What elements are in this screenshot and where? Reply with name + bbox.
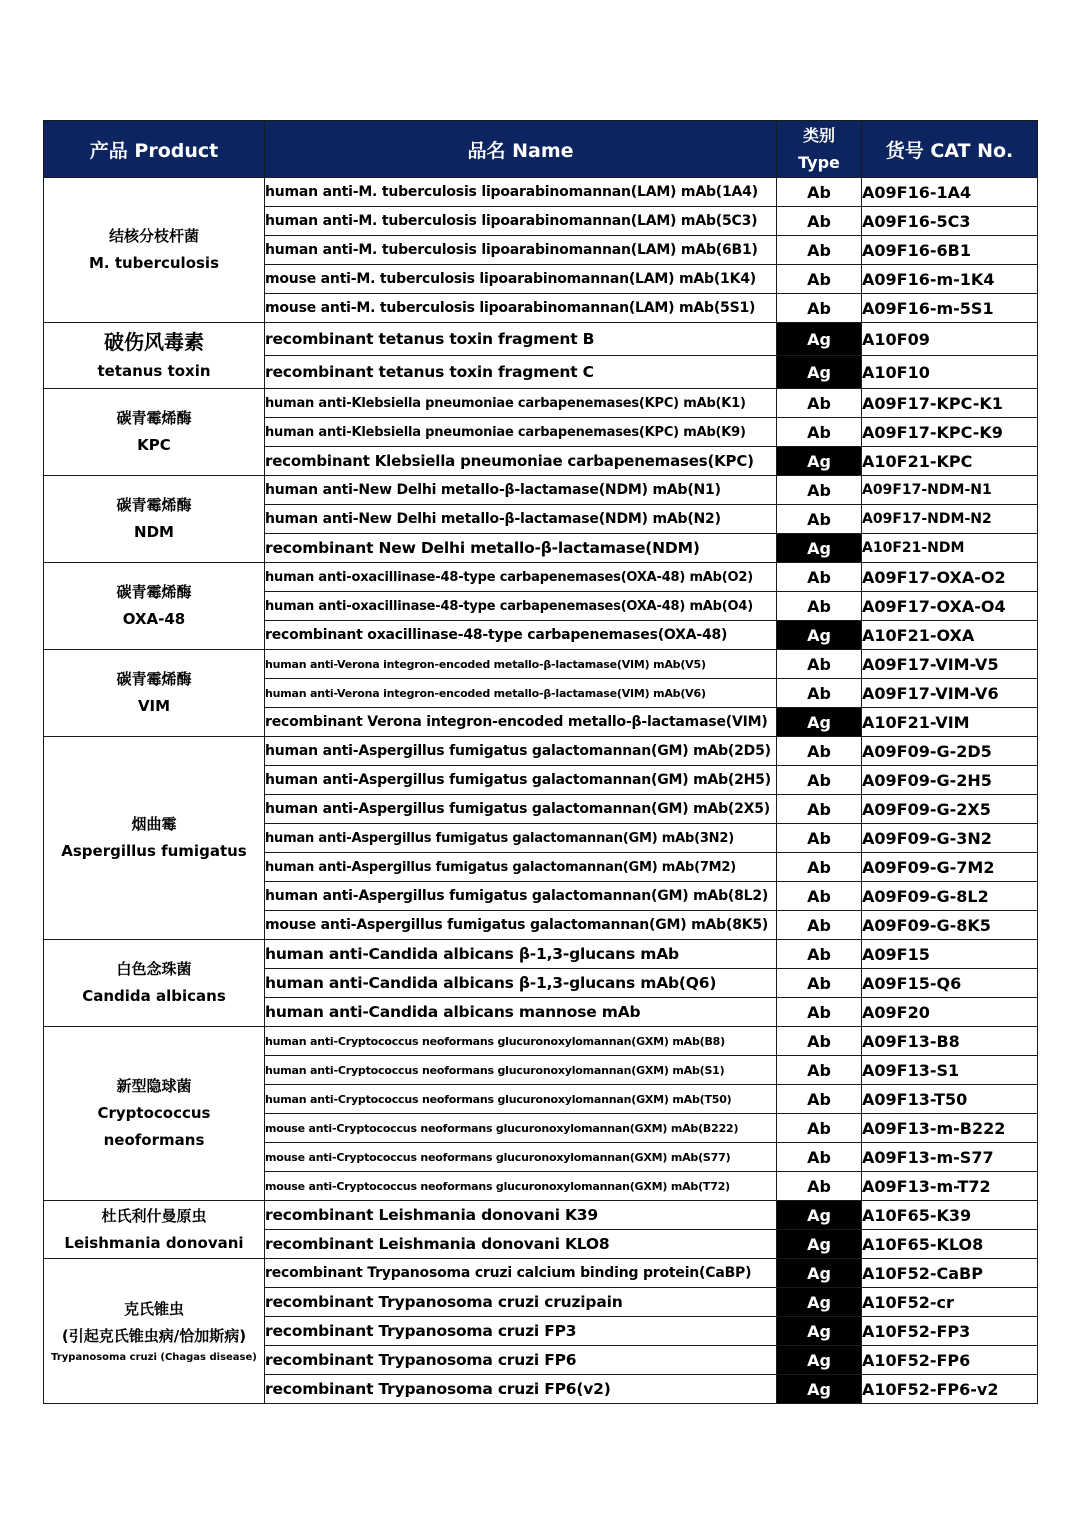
type-cell: Ab: [777, 824, 862, 853]
product-name: human anti-M. tuberculosis lipoarabinomannan(LAM) mAb(6B1): [265, 236, 777, 265]
product-name: mouse anti-Aspergillus fumigatus galactomannan(GM) mAb(8K5): [265, 911, 777, 940]
product-name: human anti-Aspergillus fumigatus galactomannan(GM) mAb(2H5): [265, 766, 777, 795]
table-row: [44, 737, 1038, 766]
type-cell: Ag: [777, 1346, 862, 1375]
table-row: [44, 650, 1038, 679]
product-cn: 碳青霉烯酶: [116, 496, 192, 514]
product-name: human anti-New Delhi metallo-β-lactamase(NDM) mAb(N2): [265, 505, 777, 534]
product-name: human anti-Candida albicans mannose mAb: [265, 998, 777, 1027]
type-cell: Ab: [777, 1027, 862, 1056]
header-product: 产品 Product: [44, 121, 265, 178]
product-name: mouse anti-M. tuberculosis lipoarabinomannan(LAM) mAb(5S1): [265, 294, 777, 323]
product-name: human anti-Klebsiella pneumoniae carbapenemases(KPC) mAb(K9): [265, 418, 777, 447]
cat-number: A09F09-G-7M2: [862, 853, 1038, 882]
product-cn-line2: (引起克氏锥虫病/恰加斯病): [61, 1327, 247, 1345]
product-cell: [44, 563, 265, 650]
product-name: recombinant New Delhi metallo-β-lactamase(NDM): [265, 534, 777, 563]
product-name: human anti-Aspergillus fumigatus galactomannan(GM) mAb(3N2): [265, 824, 777, 853]
product-catalog-table: [43, 120, 1038, 1404]
product-name: mouse anti-M. tuberculosis lipoarabinomannan(LAM) mAb(1K4): [265, 265, 777, 294]
cat-number: A09F16-m-1K4: [862, 265, 1038, 294]
product-name: human anti-M. tuberculosis lipoarabinomannan(LAM) mAb(5C3): [265, 207, 777, 236]
type-cell: Ab: [777, 178, 862, 207]
cat-number: A09F09-G-3N2: [862, 824, 1038, 853]
product-cell: [44, 389, 265, 476]
type-cell: Ab: [777, 1085, 862, 1114]
product-en: Trypanosoma cruzi (Chagas disease): [51, 1352, 257, 1363]
cat-number: A09F16-6B1: [862, 236, 1038, 265]
cat-number: A10F52-cr: [862, 1288, 1038, 1317]
cat-number: A09F16-5C3: [862, 207, 1038, 236]
cat-number: A10F52-FP6: [862, 1346, 1038, 1375]
type-cell: Ab: [777, 236, 862, 265]
cat-number: A09F13-B8: [862, 1027, 1038, 1056]
type-cell: Ab: [777, 505, 862, 534]
product-cn: 碳青霉烯酶: [116, 409, 192, 427]
cat-number: A10F65-KLO8: [862, 1230, 1038, 1259]
cat-number: A09F13-m-S77: [862, 1143, 1038, 1172]
type-cell: Ab: [777, 882, 862, 911]
product-name: recombinant tetanus toxin fragment B: [265, 323, 777, 356]
cat-number: A10F52-CaBP: [862, 1259, 1038, 1288]
product-name: human anti-Aspergillus fumigatus galactomannan(GM) mAb(8L2): [265, 882, 777, 911]
cat-number: A10F09: [862, 323, 1038, 356]
type-cell: Ab: [777, 853, 862, 882]
table-row: [44, 1027, 1038, 1056]
cat-number: A09F17-NDM-N1: [862, 476, 1038, 505]
table-row: [44, 476, 1038, 505]
cat-number: A09F17-KPC-K9: [862, 418, 1038, 447]
cat-number: A09F16-1A4: [862, 178, 1038, 207]
product-en: NDM: [134, 523, 174, 541]
product-name: human anti-Aspergillus fumigatus galactomannan(GM) mAb(2D5): [265, 737, 777, 766]
type-cell: Ag: [777, 323, 862, 356]
product-cn: 白色念珠菌: [116, 960, 192, 978]
product-name: human anti-New Delhi metallo-β-lactamase(NDM) mAb(N1): [265, 476, 777, 505]
product-en: VIM: [137, 697, 171, 715]
product-name: human anti-Aspergillus fumigatus galactomannan(GM) mAb(2X5): [265, 795, 777, 824]
cat-number: A09F15: [862, 940, 1038, 969]
product-name: human anti-Cryptococcus neoformans glucuronoxylomannan(GXM) mAb(B8): [265, 1027, 777, 1056]
header-cat: 货号 CAT No.: [862, 121, 1038, 178]
product-name: mouse anti-Cryptococcus neoformans glucuronoxylomannan(GXM) mAb(T72): [265, 1172, 777, 1201]
product-en: Aspergillus fumigatus: [61, 842, 247, 860]
product-en: Leishmania donovani: [64, 1233, 244, 1252]
product-name: recombinant Trypanosoma cruzi FP6: [265, 1346, 777, 1375]
product-name: recombinant Klebsiella pneumoniae carbapenemases(KPC): [265, 447, 777, 476]
type-cell: Ag: [777, 1259, 862, 1288]
product-name: recombinant tetanus toxin fragment C: [265, 356, 777, 389]
cat-number: A09F17-VIM-V6: [862, 679, 1038, 708]
cat-number: A10F21-NDM: [862, 534, 1038, 563]
product-name: human anti-Aspergillus fumigatus galactomannan(GM) mAb(7M2): [265, 853, 777, 882]
type-cell: Ab: [777, 969, 862, 998]
type-cell: Ag: [777, 356, 862, 389]
product-en: tetanus toxin: [97, 362, 211, 380]
header-type: [777, 121, 862, 178]
type-cell: Ab: [777, 1114, 862, 1143]
product-cn: 破伤风毒素: [104, 330, 204, 354]
type-cell: Ab: [777, 207, 862, 236]
type-cell: Ag: [777, 534, 862, 563]
cat-number: A09F13-m-T72: [862, 1172, 1038, 1201]
product-cell: [44, 323, 265, 389]
product-name: recombinant Verona integron-encoded metallo-β-lactamase(VIM): [265, 708, 777, 737]
cat-number: A09F17-KPC-K1: [862, 389, 1038, 418]
type-cell: Ag: [777, 1375, 862, 1404]
type-cell: Ab: [777, 1056, 862, 1085]
cat-number: A09F13-S1: [862, 1056, 1038, 1085]
product-cn: 碳青霉烯酶: [116, 670, 192, 688]
table-header-row: [44, 121, 1038, 178]
product-name: human anti-Cryptococcus neoformans glucuronoxylomannan(GXM) mAb(S1): [265, 1056, 777, 1085]
cat-number: A09F15-Q6: [862, 969, 1038, 998]
product-name: recombinant oxacillinase-48-type carbapenemases(OXA-48): [265, 621, 777, 650]
header-type-en: Type: [798, 153, 840, 172]
table-row: [44, 940, 1038, 969]
type-cell: Ag: [777, 621, 862, 650]
type-cell: Ab: [777, 418, 862, 447]
product-name: recombinant Trypanosoma cruzi cruzipain: [265, 1288, 777, 1317]
type-cell: Ag: [777, 708, 862, 737]
type-cell: Ab: [777, 940, 862, 969]
product-name: human anti-Candida albicans β-1,3-glucans mAb(Q6): [265, 969, 777, 998]
type-cell: Ab: [777, 1172, 862, 1201]
cat-number: A10F52-FP3: [862, 1317, 1038, 1346]
table-row: [44, 178, 1038, 207]
table-row: [44, 1259, 1038, 1288]
product-name: recombinant Trypanosoma cruzi calcium binding protein(CaBP): [265, 1259, 777, 1288]
type-cell: Ab: [777, 998, 862, 1027]
type-cell: Ab: [777, 294, 862, 323]
type-cell: Ab: [777, 766, 862, 795]
cat-number: A09F13-T50: [862, 1085, 1038, 1114]
type-cell: Ag: [777, 447, 862, 476]
product-cell: [44, 1027, 265, 1201]
type-cell: Ag: [777, 1201, 862, 1230]
product-name: recombinant Leishmania donovani K39: [265, 1201, 777, 1230]
product-cell: [44, 737, 265, 940]
type-cell: Ag: [777, 1230, 862, 1259]
product-cn: 新型隐球菌: [116, 1077, 192, 1095]
cat-number: A10F10: [862, 356, 1038, 389]
product-en: Candida albicans: [82, 987, 226, 1005]
product-cn: 烟曲霉: [131, 815, 177, 833]
type-cell: Ab: [777, 679, 862, 708]
product-name: mouse anti-Cryptococcus neoformans glucuronoxylomannan(GXM) mAb(S77): [265, 1143, 777, 1172]
type-cell: Ag: [777, 1317, 862, 1346]
product-name: human anti-Verona integron-encoded metallo-β-lactamase(VIM) mAb(V5): [265, 650, 777, 679]
product-en: M. tuberculosis: [88, 254, 220, 272]
product-cn: 杜氏利什曼原虫: [101, 1206, 207, 1225]
cat-number: A09F09-G-2H5: [862, 766, 1038, 795]
type-cell: Ab: [777, 650, 862, 679]
product-en: OXA-48: [122, 610, 186, 628]
product-cn: 碳青霉烯酶: [116, 583, 192, 601]
cat-number: A10F52-FP6-v2: [862, 1375, 1038, 1404]
cat-number: A09F20: [862, 998, 1038, 1027]
product-en-line2: neoformans: [103, 1131, 205, 1149]
product-name: human anti-Verona integron-encoded metallo-β-lactamase(VIM) mAb(V6): [265, 679, 777, 708]
type-cell: Ab: [777, 389, 862, 418]
cat-number: A09F09-G-2D5: [862, 737, 1038, 766]
cat-number: A09F16-m-5S1: [862, 294, 1038, 323]
table-row: [44, 563, 1038, 592]
header-type-cn: 类别: [802, 126, 835, 145]
product-cn: 结核分枝杆菌: [108, 227, 199, 245]
cat-number: A09F13-m-B222: [862, 1114, 1038, 1143]
table-row: [44, 323, 1038, 356]
product-en: KPC: [137, 436, 171, 454]
cat-number: A10F21-OXA: [862, 621, 1038, 650]
product-cell: [44, 650, 265, 737]
cat-number: A09F09-G-2X5: [862, 795, 1038, 824]
product-name: human anti-M. tuberculosis lipoarabinomannan(LAM) mAb(1A4): [265, 178, 777, 207]
type-cell: Ab: [777, 1143, 862, 1172]
type-cell: Ab: [777, 592, 862, 621]
cat-number: A09F17-VIM-V5: [862, 650, 1038, 679]
type-cell: Ab: [777, 476, 862, 505]
cat-number: A09F09-G-8L2: [862, 882, 1038, 911]
type-cell: Ab: [777, 737, 862, 766]
product-en: Cryptococcus: [97, 1104, 211, 1122]
table-row: [44, 1201, 1038, 1230]
product-name: human anti-oxacillinase-48-type carbapenemases(OXA-48) mAb(O2): [265, 563, 777, 592]
cat-number: A09F17-OXA-O2: [862, 563, 1038, 592]
type-cell: Ab: [777, 911, 862, 940]
type-cell: Ab: [777, 563, 862, 592]
product-name: recombinant Leishmania donovani KLO8: [265, 1230, 777, 1259]
cat-number: A10F21-VIM: [862, 708, 1038, 737]
cat-number: A09F09-G-8K5: [862, 911, 1038, 940]
product-name: human anti-Klebsiella pneumoniae carbapenemases(KPC) mAb(K1): [265, 389, 777, 418]
type-cell: Ag: [777, 1288, 862, 1317]
product-name: recombinant Trypanosoma cruzi FP6(v2): [265, 1375, 777, 1404]
product-cell: [44, 940, 265, 1027]
header-name: 品名 Name: [265, 121, 777, 178]
cat-number: A10F65-K39: [862, 1201, 1038, 1230]
product-name: recombinant Trypanosoma cruzi FP3: [265, 1317, 777, 1346]
product-cell: [44, 476, 265, 563]
type-cell: Ab: [777, 265, 862, 294]
type-cell: Ab: [777, 795, 862, 824]
product-cn: 克氏锥虫: [123, 1300, 184, 1318]
product-name: human anti-Candida albicans β-1,3-glucans mAb: [265, 940, 777, 969]
cat-number: A09F17-NDM-N2: [862, 505, 1038, 534]
table-row: [44, 389, 1038, 418]
product-name: human anti-oxacillinase-48-type carbapenemases(OXA-48) mAb(O4): [265, 592, 777, 621]
product-name: human anti-Cryptococcus neoformans glucuronoxylomannan(GXM) mAb(T50): [265, 1085, 777, 1114]
cat-number: A09F17-OXA-O4: [862, 592, 1038, 621]
product-cell: [44, 1259, 265, 1404]
product-cell: [44, 178, 265, 323]
cat-number: A10F21-KPC: [862, 447, 1038, 476]
product-name: mouse anti-Cryptococcus neoformans glucuronoxylomannan(GXM) mAb(B222): [265, 1114, 777, 1143]
product-cell: [44, 1201, 265, 1259]
